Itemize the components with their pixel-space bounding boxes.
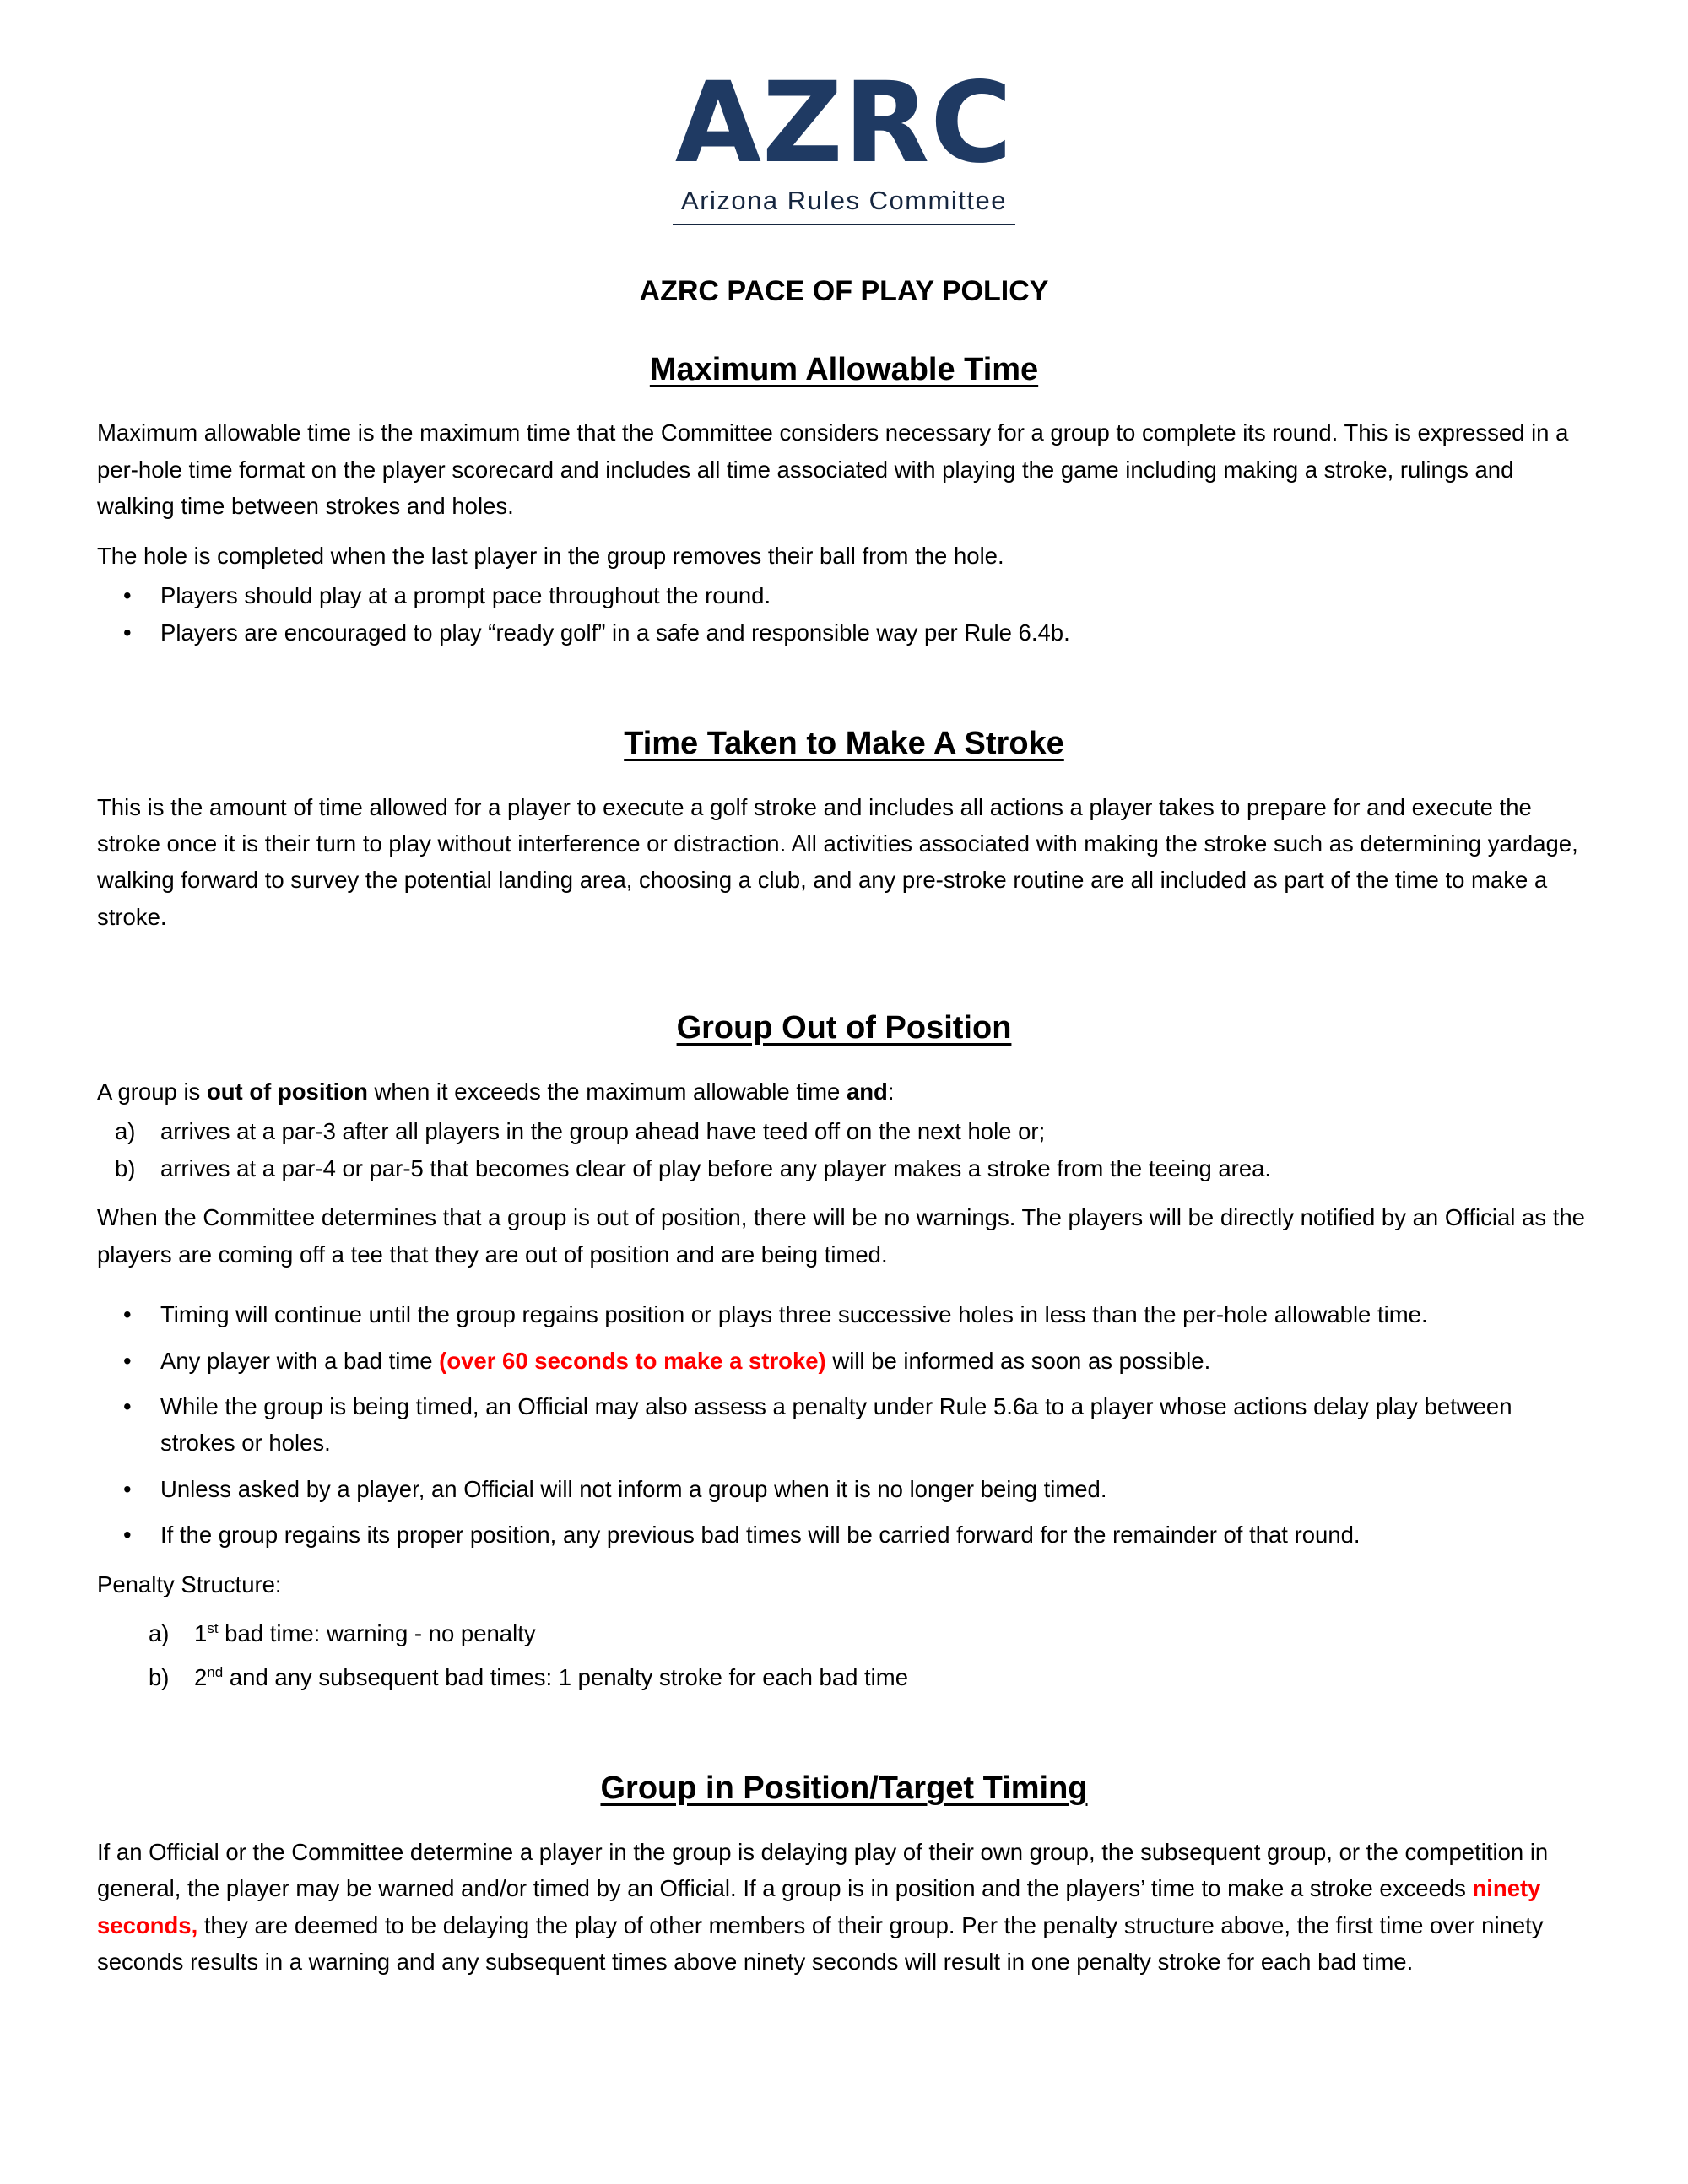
paragraph-out-of-position-intro	[97, 1073, 1591, 1110]
text-segment: Any player with a bad time	[160, 1347, 440, 1374]
ordinal-suffix: st	[207, 1620, 219, 1637]
bullet-glyph	[97, 1516, 160, 1553]
text-segment: 2	[194, 1663, 208, 1690]
bullet-glyph	[97, 1471, 160, 1507]
text-segment: 1	[194, 1620, 208, 1647]
ordinal-suffix: nd	[207, 1663, 224, 1680]
list-item-text	[194, 1659, 1591, 1695]
text-segment: when it exceeds the maximum allowable time	[367, 1078, 847, 1105]
text-segment: they are deemed to be delaying the play of other members of their group. Per the penalty structure above, the first time over ninety seconds results in a warning and any subsequent times above ninety seconds will result in one penalty stroke for each bad time.	[97, 1911, 1544, 1975]
lettered-list-penalties	[131, 1615, 1591, 1695]
bullet-list-pace-guidance	[97, 577, 1591, 651]
text-segment: will be informed as soon as possible.	[825, 1347, 1211, 1374]
list-item	[97, 1516, 1591, 1553]
section-group-in-position-target-timing	[97, 1770, 1591, 1980]
azrc-logo	[97, 58, 1591, 225]
list-item-text: arrives at a par-3 after all players in the group ahead have teed off on the next hole or;	[160, 1118, 1046, 1145]
list-item	[131, 1615, 1591, 1652]
list-item-text: arrives at a par-4 or par-5 that becomes clear of play before any player makes a stroke from the teeing area.	[160, 1154, 1272, 1181]
text-segment-bold: out of position	[206, 1078, 368, 1105]
bullet-glyph	[97, 577, 160, 614]
list-item-text: Players should play at a prompt pace throughout the round.	[160, 582, 771, 609]
list-marker: b)	[149, 1663, 170, 1690]
logo-acronym-text: AZRC	[674, 58, 1014, 188]
lettered-list-conditions	[97, 1113, 1591, 1187]
document-title: AZRC PACE OF PLAY POLICY	[639, 275, 1049, 307]
text-segment-red-bold: (over 60 seconds to make a stroke)	[439, 1347, 826, 1374]
heading-group-out-of-position: Group Out of Position	[676, 1010, 1012, 1046]
section-time-taken-to-make-a-stroke	[97, 725, 1591, 935]
text-segment: If an Official or the Committee determine a player in the group is delaying play of their own group, the subsequent group, or the competition in general, the player may be warned and/or timed by an Official. If a group is in position and the players’ time to make a stroke exceeds	[97, 1838, 1549, 1902]
paragraph-max-time-definition: Maximum allowable time is the maximum time that the Committee considers necessary for a group to complete its round. This is expressed in a per-hole time format on the player scorecard and includes all time associated with playing the game including making a stroke, rulings and walking time between strokes and holes.	[97, 419, 1569, 520]
list-marker: a)	[115, 1118, 136, 1145]
list-item-text: If the group regains its proper position, any previous bad times will be carried forward for the remainder of that round.	[160, 1522, 1361, 1549]
list-item	[97, 1343, 1591, 1379]
list-item-text	[194, 1615, 1591, 1652]
list-item-text: While the group is being timed, an Official may also assess a penalty under Rule 5.6a to a player whose actions delay play between strokes or holes.	[160, 1393, 1512, 1457]
paragraph-stroke-time-definition: This is the amount of time allowed for a player to execute a golf stroke and includes all actions a player takes to prepare for and execute the stroke once it is their turn to play without interference or distraction. All activities associated with making the stroke such as determining yardage, walking forward to survey the potential landing area, choosing a club, and any pre-stroke routine are all included as part of the time to make a stroke.	[97, 793, 1578, 930]
text-segment-bold: and	[846, 1078, 888, 1105]
paragraph-no-warnings: When the Committee determines that a group is out of position, there will be no warnings. The players will be directly notified by an Official as the players are coming off a tee that they are out of position and are being timed.	[97, 1204, 1585, 1268]
text-segment: and any subsequent bad times: 1 penalty stroke for each bad time	[223, 1663, 908, 1690]
list-item-text: Timing will continue until the group regains position or plays three successive holes in less than the per-hole allowable time.	[160, 1301, 1428, 1328]
section-group-out-of-position	[97, 1009, 1591, 1695]
heading-time-taken-to-make-a-stroke: Time Taken to Make A Stroke	[624, 726, 1064, 762]
bullet-list-timing-rules	[97, 1296, 1591, 1554]
bullet-glyph	[97, 614, 160, 651]
text-segment-red-bold: ninety seconds,	[97, 1875, 1541, 1938]
text-segment: bad time: warning - no penalty	[218, 1620, 536, 1647]
bullet-glyph	[97, 1296, 160, 1333]
list-item-text: Unless asked by a player, an Official will not inform a group when it is no longer being timed.	[160, 1475, 1107, 1502]
list-item	[97, 1388, 1591, 1462]
bullet-glyph	[97, 1343, 160, 1379]
list-item-text: Players are encouraged to play “ready golf” in a safe and responsible way per Rule 6.4b.	[160, 619, 1070, 646]
text-segment: :	[887, 1078, 895, 1105]
label-penalty-structure: Penalty Structure:	[97, 1570, 282, 1597]
list-marker: a)	[149, 1620, 170, 1647]
list-item	[97, 1150, 1591, 1187]
paragraph-target-timing	[97, 1834, 1591, 1981]
list-item	[97, 614, 1591, 651]
text-segment: A group is	[97, 1078, 207, 1105]
heading-maximum-allowable-time: Maximum Allowable Time	[649, 351, 1039, 387]
list-item	[131, 1659, 1591, 1695]
list-marker: b)	[115, 1154, 136, 1181]
section-maximum-allowable-time	[97, 351, 1591, 651]
heading-group-in-position-target-timing: Group in Position/Target Timing	[600, 1770, 1088, 1807]
list-item-text	[160, 1343, 1591, 1379]
logo-subtitle-text: Arizona Rules Committee	[673, 186, 1015, 225]
list-item	[97, 577, 1591, 614]
list-item	[97, 1471, 1591, 1507]
list-item	[97, 1113, 1591, 1149]
list-item	[97, 1296, 1591, 1333]
bullet-glyph	[97, 1388, 160, 1424]
paragraph-hole-completed: The hole is completed when the last player in the group removes their ball from the hole.	[97, 542, 1004, 569]
